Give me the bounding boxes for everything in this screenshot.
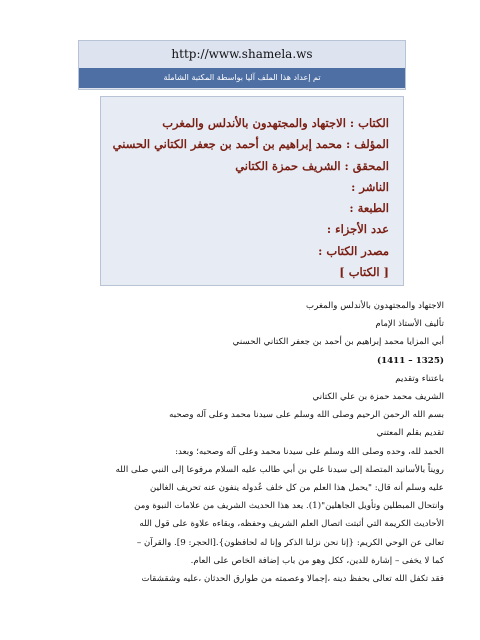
site-url[interactable]: http://www.shamela.ws bbox=[171, 47, 313, 61]
book-title: الكتاب : الاجتهاد والمجتهدون بالأندلس والمغرب bbox=[162, 116, 389, 130]
text-line: الأحاديث الكريمة التي أثبتت اتصال العلم الشريف وحفظه، وبقاءه علاوة على قول الله bbox=[139, 519, 444, 530]
book-source: مصدر الكتاب : bbox=[318, 243, 389, 258]
text-line: فقد تكفل الله تعالى بحفظ دينه ،إجمالا وعصمته من طوارق الحدثان ،عليه وشقشقات bbox=[141, 574, 444, 585]
book-editor: المحقق : الشريف حمزة الكتاني bbox=[235, 158, 389, 173]
text-line: تقديم بقلم المعتني bbox=[376, 428, 444, 439]
book-link[interactable]: [ الكتاب ] bbox=[339, 265, 389, 280]
book-author: المؤلف : محمد إبراهيم بن أحمد بن جعفر الكتاني الحسني bbox=[112, 137, 389, 152]
book-info-box bbox=[100, 96, 404, 286]
text-line: كما لا يخفى – إشارة للدين، ككل وهو من باب إضافة الخاص على العام. bbox=[190, 555, 444, 566]
text-line: باعتناء وتقديم bbox=[395, 373, 444, 384]
text-line: (1325 – 1411) bbox=[376, 355, 444, 366]
text-line: رويناً بالأسانيد المتصلة إلى سيدنا علي بن أبي طالب عليه السلام مرفوعا إلى النبي صلى الله bbox=[115, 464, 444, 475]
text-line: وانتحال المبطلين وتأويل الجاهلين"(1). يعد هذا الحديث الشريف من علامات النبوة ومن bbox=[134, 501, 444, 512]
text-line: بسم الله الرحمن الرحيم وصلى الله وسلم على سيدنا محمد وعلى آله وصحبه bbox=[169, 410, 444, 421]
book-parts: عدد الأجزاء : bbox=[326, 222, 389, 237]
document-body bbox=[44, 297, 444, 588]
text-line: الاجتهاد والمجتهدون بالأندلس والمغرب bbox=[306, 301, 444, 311]
book-publisher: الناشر : bbox=[351, 179, 389, 194]
text-line: تعالى عن الوحي الكريم: {إنا نحن نزلنا الذكر وإنا له لحافظون}.[الحجر: 9]. والقرآن – bbox=[136, 537, 444, 548]
text-line: تأليف الأستاذ الإمام bbox=[375, 319, 444, 330]
text-line: عليه وسلم أنه قال: "يحمل هذا العلم من كل خلف عُدوله ينفون عنه تحريف الغالين bbox=[150, 483, 444, 494]
book-edition: الطبعة : bbox=[349, 201, 389, 216]
text-line: أبي المزايا محمد إبراهيم بن أحمد بن جعفر الكتاني الحسني bbox=[232, 337, 444, 348]
shamela-banner bbox=[78, 40, 406, 90]
text-line: الحمد لله، وحده وصلى الله وسلم على سيدنا محمد وعلى آله وصحبه؛ وبعد: bbox=[175, 446, 444, 457]
text-line: الشريف محمد حمزة بن علي الكتاني bbox=[312, 392, 444, 403]
banner-subtitle: تم إعداد هذا الملف آليا بواسطة المكتبة الشاملة bbox=[79, 68, 405, 88]
